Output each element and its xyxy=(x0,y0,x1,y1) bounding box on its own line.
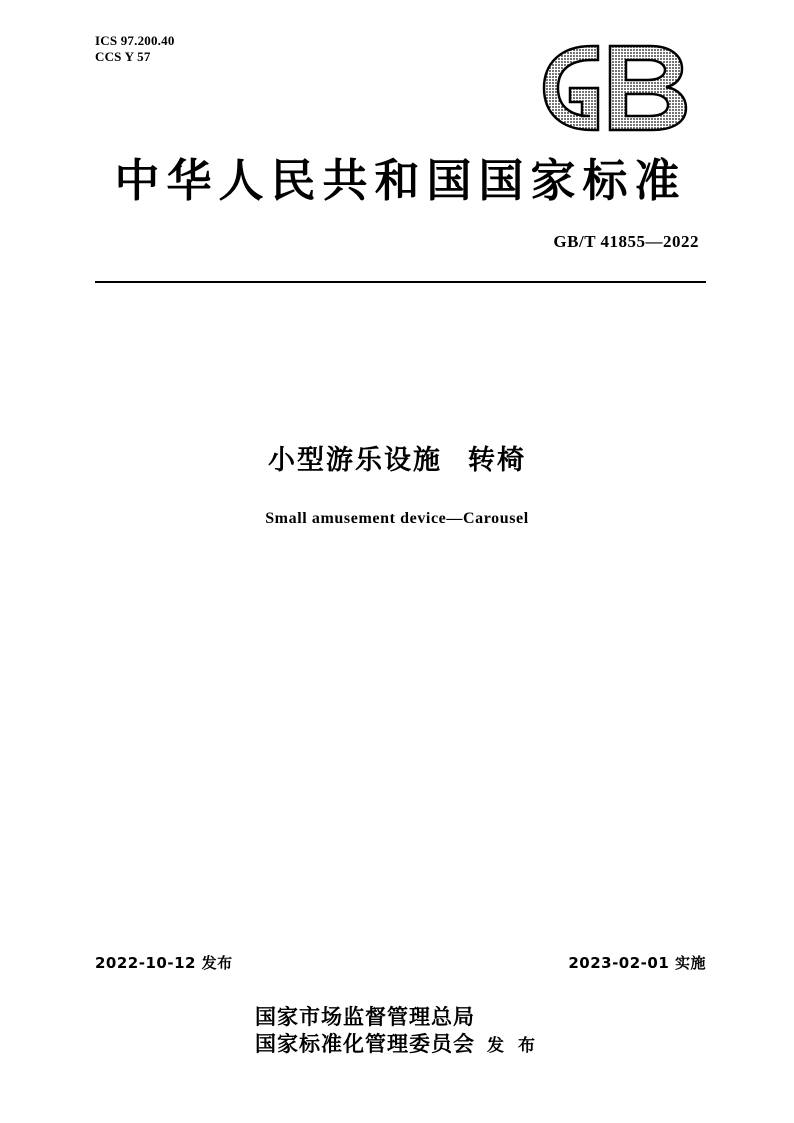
document-title xyxy=(0,438,794,477)
divider xyxy=(95,281,706,283)
standard-number: GB/T 41855—2022 xyxy=(553,232,699,251)
gb-emblem-icon xyxy=(534,40,704,136)
issue-label: 发 布 xyxy=(487,1036,539,1056)
document-title-main: 小型游乐设施 xyxy=(268,445,442,476)
issuer-names xyxy=(255,1004,475,1058)
ccs-code: CCS Y 57 xyxy=(95,49,151,64)
document-title-sub: 转椅 xyxy=(468,445,526,476)
classification-codes xyxy=(95,33,175,65)
ics-code: ICS 97.200.40 xyxy=(95,33,175,48)
issuer-line-2: 国家标准化管理委员会 xyxy=(255,1032,476,1056)
issuer-line-1: 国家市场监督管理总局 xyxy=(255,1005,476,1029)
issue-date: 2022-10-12 发布 xyxy=(95,954,233,972)
issuing-authority xyxy=(0,1004,794,1058)
effective-date: 2023-02-01 实施 xyxy=(568,954,706,972)
document-title-english: Small amusement device—Carousel xyxy=(265,510,529,527)
page-title: 中华人民共和国国家标准 xyxy=(114,154,687,207)
